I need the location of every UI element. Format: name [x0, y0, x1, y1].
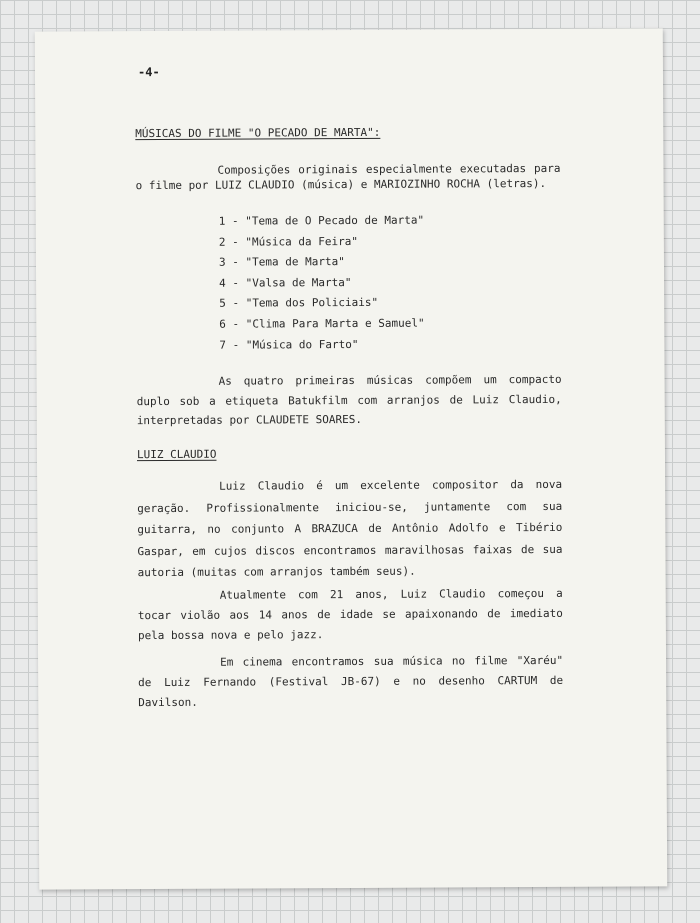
compact-disc-note: As quatro primeiras músicas compõem um compacto duplo sob a etiqueta Batukfilm com arranjos de Luiz Claudio, interpretadas por CLAUDETE SOARES.: [136, 372, 562, 428]
song-list: [219, 211, 425, 356]
song-list-item: 4 - "Valsa de Marta": [219, 275, 352, 290]
song-list-item: 7 - "Música do Farto": [219, 337, 359, 352]
song-list-item: 3 - "Tema de Marta": [218, 255, 345, 269]
song-list-item: 5 - "Tema dos Policiais": [219, 296, 379, 311]
document-page: [35, 28, 667, 889]
song-list-item: 6 - "Clima Para Marta e Samuel": [219, 316, 425, 331]
bio-paragraph-2: Atualmente com 21 anos, Luiz Claudio começou a tocar violão aos 14 anos de idade se apaixonando de imediato pela bossa nova e pelo jazz.: [137, 586, 563, 643]
bio-paragraph-1: Luiz Claudio é um excelente compositor da nova geração. Profissionalmente iniciou-se, juntamente com sua guitarra, no conjunto A BRAZUCA de Antônio Adolfo e Tibério Gaspar, em cujos discos encontramos maravilhosas faixas de sua autoria (muitas com arranjos também seus).: [137, 477, 563, 580]
bio-paragraph-3: Em cinema encontramos sua música no filme "Xaréu" de Luiz Fernando (Festival JB-67) e no desenho CARTUM de Davilson.: [138, 653, 564, 710]
page-number: -4-: [137, 64, 160, 80]
section-heading-songs: MÚSICAS DO FILME "O PECADO DE MARTA":: [135, 125, 381, 141]
song-list-item: 1 - "Tema de O Pecado de Marta": [218, 213, 425, 228]
songs-intro-paragraph: Composições originais especialmente executadas para o filme por LUIZ CLAUDIO (música) e MARIOZINHO ROCHA (letras).: [135, 161, 561, 193]
section-heading-luiz-claudio: LUIZ CLAUDIO: [136, 447, 217, 462]
song-list-item: 2 - "Música da Feira": [218, 234, 358, 249]
